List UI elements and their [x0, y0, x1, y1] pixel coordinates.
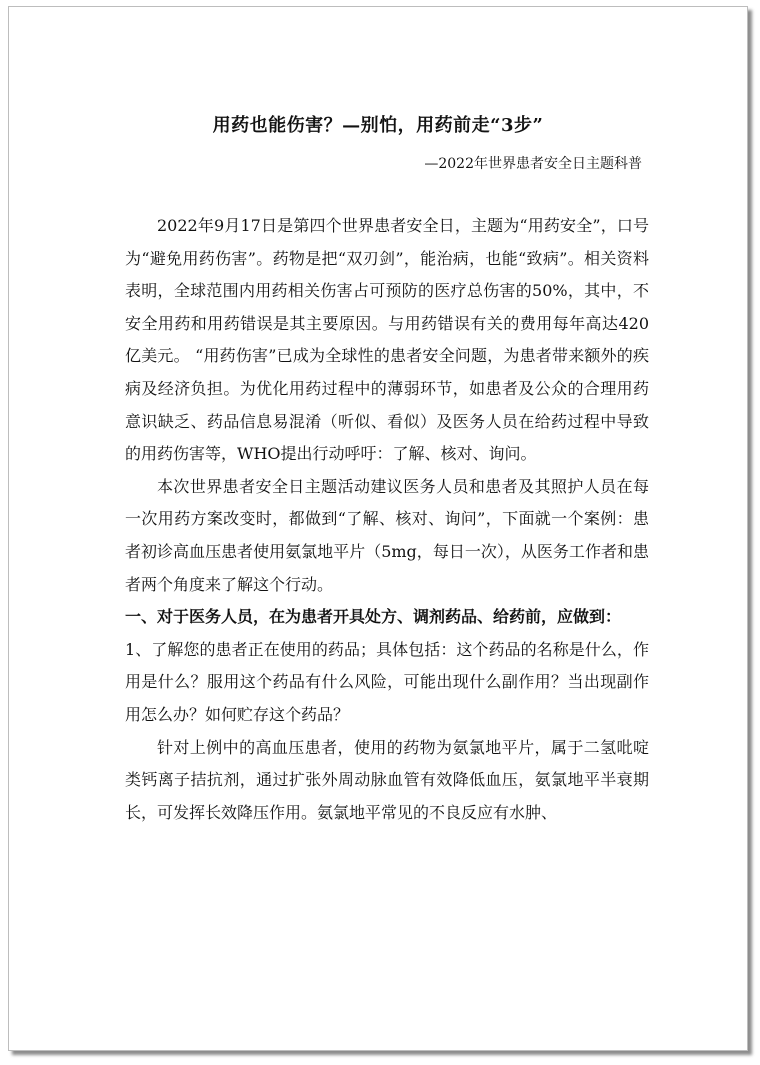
- document-body: [125, 210, 649, 829]
- paragraph-item-1: 1、了解您的患者正在使用的药品；具体包括：这个药品的名称是什么，作用是什么？服用这个药品有什么风险，可能出现什么副作用？当出现副作用怎么办？如何贮存这个药品？: [125, 639, 649, 724]
- section-heading-medical-staff: 一、对于医务人员，在为患者开具处方、调剂药品、给药前，应做到：: [125, 607, 622, 627]
- document-title: 用药也能伤害？—别怕，用药前走“3步”: [212, 115, 544, 136]
- paragraph-intro: 2022年9月17日是第四个世界患者安全日，主题为“用药安全”，口号为“避免用药伤害”。药物是把“双刃剑”，能治病，也能“致病”。相关资料表明，全球范围内用药相关伤害占可预防的医疗总伤害的50%，其中，不安全用药和用药错误是其主要原因。与用药错误有关的费用每年高达420亿美元。 “用药伤害”已成为全球性的患者安全问题，为患者带来额外的疾病及经济负担。为优化用药过程中的薄弱环节，如患者及公众的合理用药意识缺乏、药品信息易混淆（听似、看似）及医务人员在给药过程中导致的用药伤害等，WHO提出行动呼吁：了解、核对、询问。: [125, 216, 649, 464]
- paragraph-case-example: 针对上例中的高血压患者，使用的药物为氨氯地平片，属于二氢吡啶类钙离子拮抗剂，通过扩张外周动脉血管有效降低血压，氨氯地平半衰期长，可发挥长效降压作用。氨氯地平常见的不良反应有水肿、: [125, 737, 649, 822]
- paragraph-theme-activity: 本次世界患者安全日主题活动建议医务人员和患者及其照护人员在每一次用药方案改变时，都做到“了解、核对、询问”，下面就一个案例：患者初诊高血压患者使用氨氯地平片（5mg，每日一次），从医务工作者和患者两个角度来了解这个行动。: [125, 476, 649, 594]
- document-subtitle: —2022年世界患者安全日主题科普: [424, 156, 642, 172]
- document-page: [8, 6, 748, 1051]
